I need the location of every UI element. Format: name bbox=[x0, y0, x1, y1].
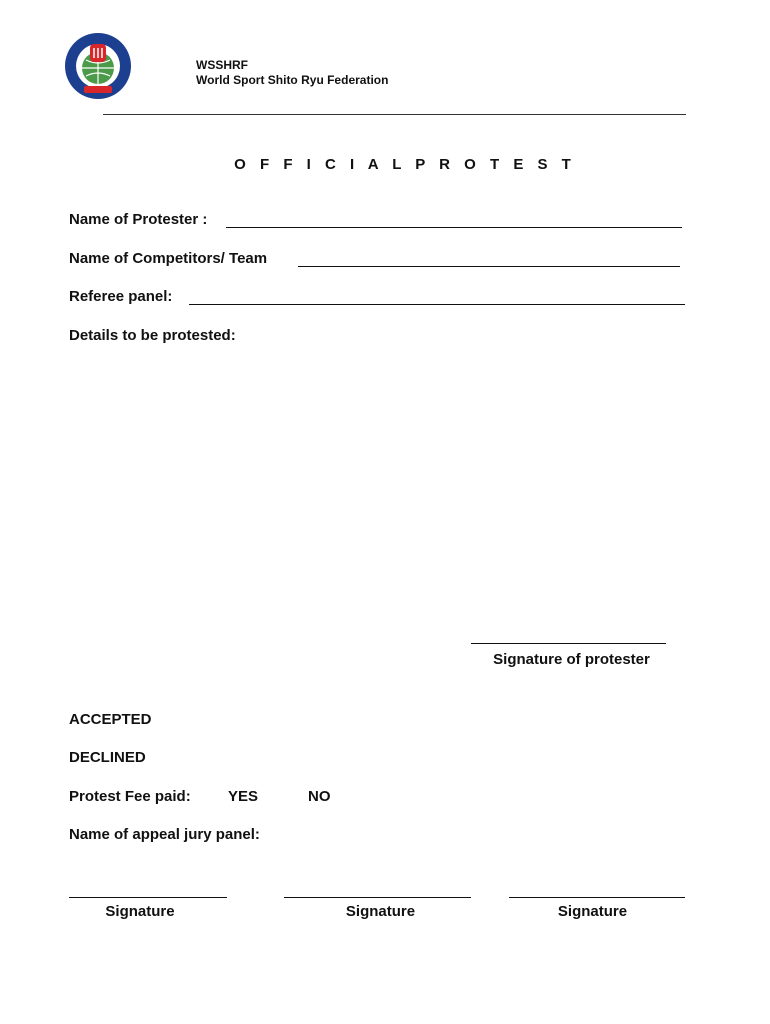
competitors-field-row bbox=[69, 250, 267, 267]
fee-no-option[interactable]: NO bbox=[308, 788, 331, 805]
accepted-option[interactable]: ACCEPTED bbox=[69, 711, 152, 728]
jury-signature-line-1[interactable] bbox=[69, 897, 227, 898]
referee-input-line[interactable] bbox=[189, 304, 685, 305]
wsshrf-logo-icon bbox=[64, 32, 132, 100]
details-label: Details to be protested: bbox=[69, 327, 236, 344]
header-divider bbox=[103, 114, 686, 115]
jury-signature-label-2: Signature bbox=[345, 903, 416, 920]
protester-field-row bbox=[69, 211, 207, 228]
protest-fee-label: Protest Fee paid: bbox=[69, 788, 191, 805]
competitors-label: Name of Competitors/ Team bbox=[69, 250, 268, 267]
jury-signature-label-3: Signature bbox=[557, 903, 628, 920]
referee-label: Referee panel: bbox=[69, 288, 173, 305]
protester-signature-label: Signature of protester bbox=[493, 651, 650, 668]
org-full-name: World Sport Shito Ryu Federation bbox=[196, 73, 389, 87]
details-input-area[interactable] bbox=[69, 352, 685, 622]
jury-signature-line-2[interactable] bbox=[284, 897, 471, 898]
referee-field-row bbox=[69, 288, 172, 305]
jury-signature-line-3[interactable] bbox=[509, 897, 685, 898]
protester-label: Name of Protester : bbox=[69, 211, 208, 228]
form-title: O F F I C I A L P R O T E S T bbox=[234, 156, 576, 173]
jury-signature-label-1: Signature bbox=[105, 903, 175, 920]
fee-yes-option[interactable]: YES bbox=[228, 788, 259, 805]
org-short-name: WSSHRF bbox=[196, 58, 248, 72]
protester-signature-line[interactable] bbox=[471, 643, 666, 644]
declined-option[interactable]: DECLINED bbox=[69, 749, 146, 766]
appeal-jury-label: Name of appeal jury panel: bbox=[69, 826, 260, 843]
competitors-input-line[interactable] bbox=[298, 266, 680, 267]
protester-input-line[interactable] bbox=[226, 227, 682, 228]
